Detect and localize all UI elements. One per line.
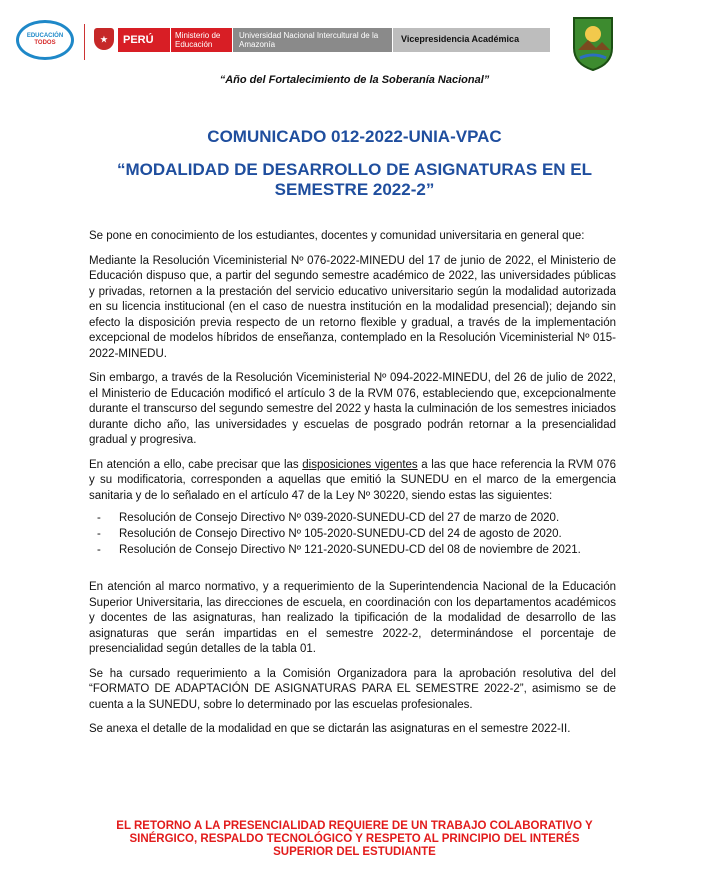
list-item: - Resolución de Consejo Directivo Nº 105-2020-SUNEDU-CD del 24 de agosto de 2020. — [89, 526, 616, 542]
year-motto: “Año del Fortalecimiento de la Soberanía Nacional” — [219, 74, 490, 86]
document-body — [89, 229, 616, 747]
university-crest-icon — [570, 14, 616, 72]
peru-shield-icon: ★ — [94, 28, 114, 50]
list-item: - Resolución de Consejo Directivo Nº 039-2020-SUNEDU-CD del 27 de marzo de 2020. — [89, 510, 616, 526]
paragraph-5: Se ha cursado requerimiento a la Comisión Organizadora para la aprobación resolutiva del del “FORMATO DE ADAPTACIÓN DE ASIGNATURAS PARA EL SEMESTRE 2022-2”, asimismo se de cuenta a la SUNEDU, sobre lo determinado por las escuelas profesionales. — [89, 667, 616, 711]
intro-paragraph: Se pone en conocimiento de los estudiantes, docentes y comunidad universitaria en general que: — [89, 230, 585, 242]
list-item: - Resolución de Consejo Directivo Nº 121-2020-SUNEDU-CD del 08 de noviembre de 2021. — [89, 542, 616, 558]
closing-slogan: EL RETORNO A LA PRESENCIALIDAD REQUIERE DE UN TRABAJO COLABORATIVO Y SINÉRGICO, RESPALDO TECNOLÓGICO Y RESPETO AL PRINCIPIO DEL INTERÉS SUPERIOR DEL ESTUDIANTE — [116, 820, 593, 858]
paragraph-3: En atención a ello, cabe precisar que las disposiciones vigentes a las que hace referencia la RVM 076 y su modificatoria, corresponden a aquellas que emitió la SUNEDU en el marco de la emergencia sanitaria y de lo señalado en el artículo 47 de la Ley Nº 30220, siendo estas las siguientes: — [89, 458, 617, 502]
paragraph-2: Sin embargo, a través de la Resolución Viceministerial Nº 094-2022-MINEDU, del 26 de julio de 2022, el Ministerio de Educación modificó el artículo 3 de la RVM 076, estableciendo que, excepcionalmente durante el transcurso del segundo semestre del 2022 y hasta la culminación de los semestres iniciados durante dicho año, las universidades y escuelas de posgrado podrán retornar a la presencialidad gradual y progresiva. — [89, 372, 616, 446]
communique-number: COMUNICADO 012-2022-UNIA-VPAC — [207, 127, 502, 146]
header-divider — [84, 24, 85, 60]
peru-label: PERÚ — [118, 28, 170, 52]
ministerio-label: Ministerio de Educación — [170, 28, 232, 52]
paragraph-4: En atención al marco normativo, y a requerimiento de la Superintendencia Nacional de la Educación Superior Universitaria, las direcciones de escuela, en coordinación con los departamentos académicos y docentes de las asignaturas, han realizado la tipificación de la modalidad de desarrollo de las asignaturas que serán impartidas en el semestre 2022-2, determinándose el porcentaje de presencialidad según detalles de la tabla 01. — [89, 581, 616, 655]
resolutions-list — [89, 510, 616, 558]
communique-title: “MODALIDAD DE DESARROLLO DE ASIGNATURAS EN EL SEMESTRE 2022-2” — [116, 160, 593, 199]
educacion-todos-logo: EDUCACIÓN TODOS — [16, 20, 74, 60]
vicepresidencia-label: Vicepresidencia Académica — [392, 28, 550, 52]
underlined-text: disposiciones vigentes — [302, 458, 418, 471]
paragraph-1: Mediante la Resolución Viceministerial Nº 076-2022-MINEDU del 17 de junio de 2022, el Ministerio de Educación dispuso que, a partir del segundo semestre académico de 2022, las universidades públicas y privadas, retornen a la prestación del servicio educativo universitario según la modalidad autorizada en su licencia institucional (en el caso de nuestra institución en la modalidad presencial); dejando sin efecto la disposición previa respecto de un retorno flexible y gradual, a través de la implementación excepcional de modelos híbridos de enseñanza, contemplado en la Resolución Viceministerial Nº 015-2022-MINEDU. — [89, 254, 616, 360]
paragraph-6: Se anexa el detalle de la modalidad en que se dictarán las asignaturas en el semestre 2022-II. — [89, 723, 571, 735]
universidad-label: Universidad Nacional Intercultural de la Amazonía — [232, 28, 392, 52]
